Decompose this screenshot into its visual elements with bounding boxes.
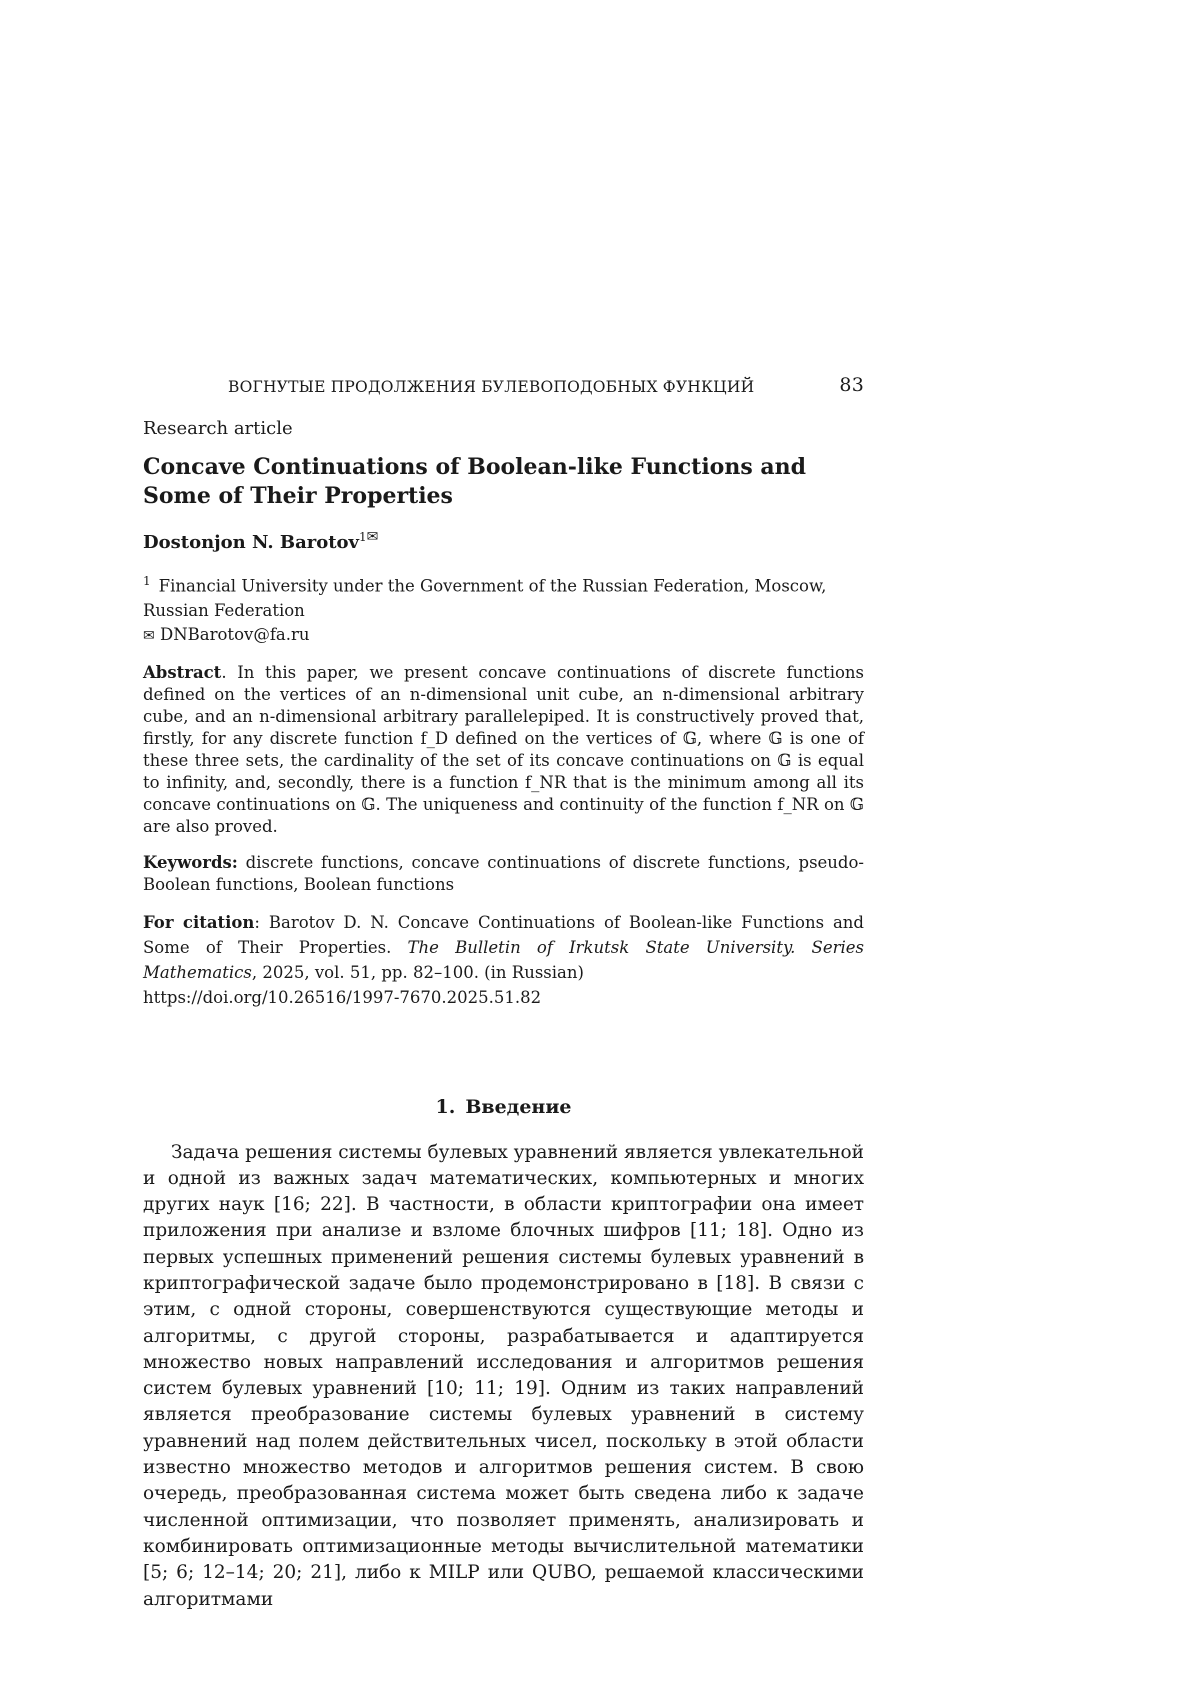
author-name: Dostonjon N. Barotov — [143, 532, 360, 553]
affiliation-text: Financial University under the Government of the Russian Federation, Moscow, Russian Federation — [143, 576, 827, 620]
abstract-text: . In this paper, we present concave continuations of discrete functions defined on the vertices of an n-dimensional unit cube, an n-dimensional arbitrary cube, and an n-dimensional arbitrary parallelepiped. It is constructively proved that, firstly, for any discrete function f_D defined on the vertices of 𝔾, where 𝔾 is one of these three sets, the cardinality of the set of its concave continuations on 𝔾 is equal to infinity, and, secondly, there is a function f_NR that is the minimum among all its concave continuations on 𝔾. The uniqueness and continuity of the function f_NR on 𝔾 are also proved. — [143, 662, 864, 836]
abstract — [143, 662, 864, 838]
page-number: 83 — [839, 374, 864, 396]
citation-label: For citation — [143, 912, 255, 932]
page — [143, 370, 864, 1613]
running-head — [143, 370, 864, 400]
doi-link[interactable]: https://doi.org/10.26516/1997-7670.2025.51.82 — [143, 987, 542, 1007]
affiliation — [143, 569, 864, 623]
author-superscript: 1✉ — [359, 529, 379, 545]
citation-journal: The Bulletin of Irkutsk State University. Series Mathematics — [143, 937, 864, 982]
article-title: Concave Continuations of Boolean-like Functions and Some of Their Properties — [143, 454, 807, 509]
keywords-text: discrete functions, concave continuations of discrete functions, pseudo-Boolean functions, Boolean functions — [143, 852, 864, 894]
keywords-label: Keywords: — [143, 852, 238, 872]
citation-text-after: , 2025, vol. 51, pp. 82–100. (in Russian) — [251, 962, 584, 982]
running-head-title: ВОГНУТЫЕ ПРОДОЛЖЕНИЯ БУЛЕВОПОДОБНЫХ ФУНКЦИЙ — [228, 378, 755, 396]
affiliation-number: 1 — [143, 574, 151, 588]
email-line — [143, 623, 864, 648]
intro-paragraph: Задача решения системы булевых уравнений является увлекательной и одной из важных задач математических, компьютерных и многих других наук [16; 22]. В частности, в области криптографии она имеет приложения при анализе и взломе блочных шифров [11; 18]. Одно из первых успешных применений решения системы булевых уравнений в криптографической задаче было продемонстрировано в [18]. В связи с этим, с одной стороны, совершенствуются существующие методы и алгоритмы, с другой стороны, разрабатывается и адаптируется множество новых направлений исследования и алгоритмов решения систем булевых уравнений [10; 11; 19]. Одним из таких направлений является преобразование системы булевых уравнений в систему уравнений над полем действительных чисел, поскольку в этой области известно множество методов и алгоритмов решения систем. В свою очередь, преобразованная система может быть сведена либо к задаче численной оптимизации, что позволяет применять, анализировать и комбинировать оптимизационные методы вычислительной математики [5; 6; 12–14; 20; 21], либо к MILP или QUBO, решаемой классическими алгоритмами — [143, 1141, 865, 1610]
author-line — [143, 529, 864, 553]
keywords — [143, 852, 864, 896]
envelope-icon: ✉ — [143, 627, 155, 644]
article-type: Research article — [143, 418, 293, 439]
abstract-label: Abstract — [143, 662, 222, 682]
section-number: 1. — [435, 1095, 456, 1118]
section-title: Введение — [465, 1095, 572, 1118]
citation-text-before: : Barotov D. N. Concave Continuations of Boolean-like Functions and Some of Their Properties. — [143, 912, 864, 957]
section-heading — [143, 1096, 864, 1118]
citation — [143, 910, 864, 1010]
envelope-icon: ✉ — [366, 529, 379, 545]
email-link[interactable]: DNBarotov@fa.ru — [159, 624, 310, 644]
